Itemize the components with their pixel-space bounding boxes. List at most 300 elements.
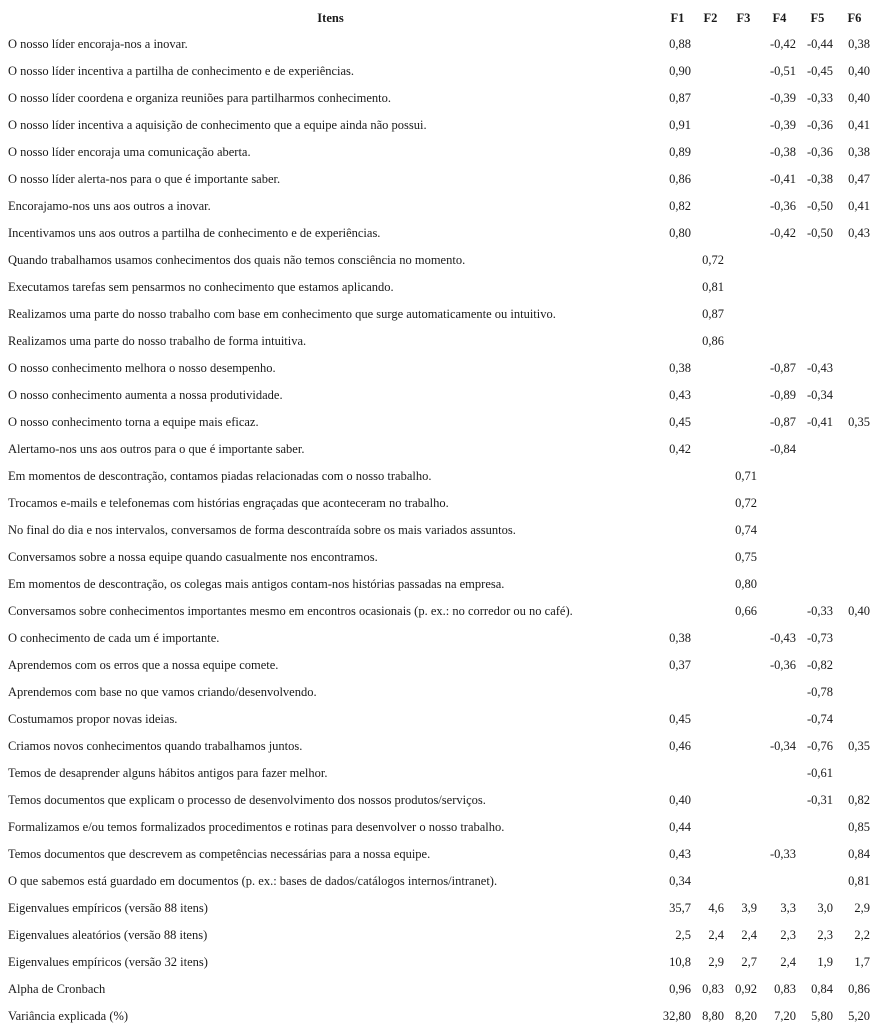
loading-f3 [727, 328, 760, 355]
loading-f5 [799, 301, 836, 328]
loading-f6 [836, 652, 873, 679]
item-label: Conversamos sobre a nossa equipe quando casualmente nos encontramos. [8, 550, 378, 564]
loading-f4: -0,33 [769, 847, 796, 861]
loading-f2 [694, 220, 727, 247]
loading-f3 [727, 247, 760, 274]
table-row [0, 652, 873, 679]
loading-f1: 0,46 [669, 739, 691, 753]
loading-f6: 0,41 [848, 199, 870, 213]
loading-f6 [836, 625, 873, 652]
item-label: Trocamos e-mails e telefonemas com histórias engraçadas que aconteceram no trabalho. [8, 496, 449, 510]
loading-f3: 0,92 [735, 982, 757, 996]
loading-f2 [694, 112, 727, 139]
loading-f6 [836, 490, 873, 517]
loading-f4: 0,83 [774, 982, 796, 996]
loading-f5: 0,84 [811, 982, 833, 996]
table-row [0, 382, 873, 409]
table-row [0, 787, 873, 814]
loading-f4: -0,42 [769, 37, 796, 51]
loading-f1: 0,44 [669, 820, 691, 834]
loading-f4 [760, 598, 799, 625]
loading-f3 [727, 814, 760, 841]
table-row [0, 976, 873, 1003]
loading-f1: 0,88 [669, 37, 691, 51]
loading-f1: 0,45 [669, 415, 691, 429]
loading-f6 [836, 571, 873, 598]
loading-f2 [694, 652, 727, 679]
loading-f2 [694, 544, 727, 571]
table-row [0, 463, 873, 490]
loading-f5: -0,33 [806, 604, 833, 618]
loading-f1 [661, 571, 694, 598]
table-row [0, 868, 873, 895]
table-row [0, 409, 873, 436]
loading-f5 [799, 571, 836, 598]
loading-f3 [727, 436, 760, 463]
loading-f6: 0,41 [848, 118, 870, 132]
loading-f4: -0,87 [769, 415, 796, 429]
loading-f4: -0,43 [769, 631, 796, 645]
loading-f5: -0,50 [806, 226, 833, 240]
table-row [0, 814, 873, 841]
loading-f5: -0,82 [806, 658, 833, 672]
loading-f6 [836, 706, 873, 733]
loading-f5: 2,3 [817, 928, 833, 942]
loading-f2 [694, 679, 727, 706]
loading-f3: 2,4 [741, 928, 757, 942]
loading-f6: 0,86 [848, 982, 870, 996]
loading-f5 [799, 274, 836, 301]
loading-f4: -0,51 [769, 64, 796, 78]
table-row [0, 436, 873, 463]
loading-f3: 0,66 [735, 604, 757, 618]
item-label: Encorajamo-nos uns aos outros a inovar. [8, 199, 211, 213]
loading-f4: -0,84 [769, 442, 796, 456]
loading-f2: 0,81 [702, 280, 724, 294]
loading-f5: -0,61 [806, 766, 833, 780]
loading-f2 [694, 841, 727, 868]
loading-f3: 3,9 [741, 901, 757, 915]
loading-f5 [799, 463, 836, 490]
loading-f1 [661, 598, 694, 625]
table-row [0, 166, 873, 193]
loading-f2: 8,80 [702, 1009, 724, 1023]
table-row [0, 679, 873, 706]
loading-f4 [760, 517, 799, 544]
loading-f5: -0,73 [806, 631, 833, 645]
loading-f1: 0,43 [669, 847, 691, 861]
table-row [0, 139, 873, 166]
loading-f5: 1,9 [817, 955, 833, 969]
loading-f5: -0,43 [806, 361, 833, 375]
loading-f4: -0,41 [769, 172, 796, 186]
loading-f1: 0,96 [669, 982, 691, 996]
loading-f1 [661, 463, 694, 490]
table-row [0, 193, 873, 220]
loading-f2 [694, 571, 727, 598]
loading-f6 [836, 544, 873, 571]
header-f5: F5 [810, 11, 825, 25]
loading-f4 [760, 760, 799, 787]
loading-f5: -0,34 [806, 388, 833, 402]
loading-f1: 0,91 [669, 118, 691, 132]
loading-f5: -0,74 [806, 712, 833, 726]
table-row [0, 760, 873, 787]
item-label: O nosso líder encoraja-nos a inovar. [8, 37, 188, 51]
table-row [0, 1003, 873, 1030]
loading-f5: -0,50 [806, 199, 833, 213]
table-row [0, 841, 873, 868]
loading-f1: 0,37 [669, 658, 691, 672]
item-label: Em momentos de descontração, contamos piadas relacionadas com o nosso trabalho. [8, 469, 432, 483]
loading-f4 [760, 463, 799, 490]
loading-f2: 0,83 [702, 982, 724, 996]
loading-f2 [694, 355, 727, 382]
loading-f2: 2,9 [708, 955, 724, 969]
loading-f1: 0,90 [669, 64, 691, 78]
loading-f2 [694, 733, 727, 760]
loading-f3 [727, 760, 760, 787]
loading-f1 [661, 679, 694, 706]
loading-f6: 5,20 [848, 1009, 870, 1023]
loading-f2 [694, 409, 727, 436]
loading-f4: 7,20 [774, 1009, 796, 1023]
item-label: O nosso conhecimento torna a equipe mais eficaz. [8, 415, 259, 429]
loading-f4: -0,39 [769, 118, 796, 132]
loading-f6: 0,47 [848, 172, 870, 186]
item-label: Formalizamos e/ou temos formalizados procedimentos e rotinas para desenvolver o nosso trabalho. [8, 820, 505, 834]
table-row [0, 490, 873, 517]
loading-f2: 0,86 [702, 334, 724, 348]
loading-f4 [760, 544, 799, 571]
table-row [0, 58, 873, 85]
loading-f1: 32,80 [662, 1009, 691, 1023]
table-row [0, 517, 873, 544]
loading-f4 [760, 814, 799, 841]
loading-f6 [836, 301, 873, 328]
loading-f4: -0,36 [769, 199, 796, 213]
loading-f6: 0,38 [848, 145, 870, 159]
loading-f6 [836, 382, 873, 409]
loading-f1: 0,86 [669, 172, 691, 186]
loading-f4 [760, 706, 799, 733]
loading-f4: -0,36 [769, 658, 796, 672]
table-row [0, 706, 873, 733]
loading-f6 [836, 328, 873, 355]
loading-f3 [727, 409, 760, 436]
loading-f1: 2,5 [675, 928, 691, 942]
loading-f1 [661, 490, 694, 517]
item-label: Temos documentos que descrevem as competências necessárias para a nossa equipe. [8, 847, 431, 861]
loading-f6: 0,40 [848, 604, 870, 618]
header-row [0, 5, 873, 31]
loading-f1: 0,43 [669, 388, 691, 402]
loading-f5 [799, 841, 836, 868]
loading-f3 [727, 868, 760, 895]
loading-f2 [694, 598, 727, 625]
loading-f6: 0,40 [848, 91, 870, 105]
loading-f4: -0,38 [769, 145, 796, 159]
loading-f2 [694, 625, 727, 652]
loading-f3 [727, 625, 760, 652]
loading-f2 [694, 706, 727, 733]
loading-f6: 0,84 [848, 847, 870, 861]
loading-f1: 0,38 [669, 361, 691, 375]
loading-f6: 0,35 [848, 739, 870, 753]
loading-f1 [661, 517, 694, 544]
table-row [0, 85, 873, 112]
factor-loadings-table [0, 5, 873, 1030]
loading-f2 [694, 58, 727, 85]
loading-f2 [694, 193, 727, 220]
loading-f1 [661, 247, 694, 274]
loading-f1: 0,38 [669, 631, 691, 645]
item-label: Temos documentos que explicam o processo de desenvolvimento dos nossos produtos/serviços. [8, 793, 486, 807]
loading-f3 [727, 274, 760, 301]
loading-f1: 0,89 [669, 145, 691, 159]
table-row [0, 922, 873, 949]
header-f6: F6 [847, 11, 862, 25]
loading-f5: -0,41 [806, 415, 833, 429]
item-label: Costumamos propor novas ideias. [8, 712, 178, 726]
loading-f4: -0,34 [769, 739, 796, 753]
loading-f4 [760, 868, 799, 895]
table-row [0, 328, 873, 355]
loading-f6 [836, 760, 873, 787]
loading-f1: 0,82 [669, 199, 691, 213]
item-label: O conhecimento de cada um é importante. [8, 631, 220, 645]
loading-f5 [799, 490, 836, 517]
item-label: O nosso líder encoraja uma comunicação aberta. [8, 145, 251, 159]
item-label: O nosso líder incentiva a partilha de conhecimento e de experiências. [8, 64, 355, 78]
loading-f5: -0,76 [806, 739, 833, 753]
loading-f5 [799, 868, 836, 895]
loading-f5: -0,44 [806, 37, 833, 51]
loading-f5: -0,31 [806, 793, 833, 807]
loading-f3 [727, 382, 760, 409]
loading-f1 [661, 274, 694, 301]
header-f3: F3 [736, 11, 751, 25]
loading-f2 [694, 760, 727, 787]
loading-f6: 1,7 [854, 955, 870, 969]
loading-f3 [727, 193, 760, 220]
loading-f3 [727, 139, 760, 166]
table-row [0, 571, 873, 598]
loading-f3 [727, 652, 760, 679]
table-row [0, 247, 873, 274]
loading-f6: 0,82 [848, 793, 870, 807]
loading-f2: 2,4 [708, 928, 724, 942]
table-row [0, 112, 873, 139]
item-label: Criamos novos conhecimentos quando trabalhamos juntos. [8, 739, 303, 753]
loading-f4 [760, 328, 799, 355]
loading-f6 [836, 517, 873, 544]
loading-f1: 0,34 [669, 874, 691, 888]
loading-f5 [799, 247, 836, 274]
table-row [0, 31, 873, 58]
loading-f4 [760, 247, 799, 274]
loading-f4 [760, 301, 799, 328]
item-label: Quando trabalhamos usamos conhecimentos dos quais não temos consciência no momento. [8, 253, 466, 267]
loading-f1: 0,40 [669, 793, 691, 807]
loading-f6 [836, 679, 873, 706]
table-row [0, 274, 873, 301]
loading-f3 [727, 679, 760, 706]
loading-f5 [799, 328, 836, 355]
loading-f1 [661, 328, 694, 355]
loading-f3: 0,74 [735, 523, 757, 537]
item-label: Realizamos uma parte do nosso trabalho de forma intuitiva. [8, 334, 307, 348]
loading-f3 [727, 787, 760, 814]
loading-f2 [694, 490, 727, 517]
loading-f4: 2,4 [780, 955, 796, 969]
table-row [0, 301, 873, 328]
loading-f3 [727, 733, 760, 760]
loading-f6: 0,85 [848, 820, 870, 834]
loading-f2: 0,72 [702, 253, 724, 267]
item-label: O nosso líder coordena e organiza reuniões para partilharmos conhecimento. [8, 91, 391, 105]
loading-f5: -0,78 [806, 685, 833, 699]
loading-f5: -0,45 [806, 64, 833, 78]
loading-f4: -0,89 [769, 388, 796, 402]
loading-f6 [836, 463, 873, 490]
item-label: O que sabemos está guardado em documentos (p. ex.: bases de dados/catálogos internos/intranet). [8, 874, 498, 888]
loading-f6: 0,40 [848, 64, 870, 78]
table-row [0, 625, 873, 652]
loading-f2 [694, 517, 727, 544]
loading-f5 [799, 517, 836, 544]
loading-f4 [760, 679, 799, 706]
loading-f1: 10,8 [669, 955, 691, 969]
loading-f1 [661, 760, 694, 787]
item-label: Executamos tarefas sem pensarmos no conhecimento que estamos aplicando. [8, 280, 394, 294]
header-itens: Itens [317, 11, 344, 25]
table-body [0, 31, 873, 1030]
loading-f5: 5,80 [811, 1009, 833, 1023]
loading-f1: 35,7 [669, 901, 691, 915]
loading-f6 [836, 436, 873, 463]
table-row [0, 733, 873, 760]
loading-f6 [836, 247, 873, 274]
loading-f6 [836, 274, 873, 301]
item-label: O nosso conhecimento aumenta a nossa produtividade. [8, 388, 283, 402]
loading-f2 [694, 868, 727, 895]
header-f1: F1 [670, 11, 685, 25]
item-label: Alertamo-nos uns aos outros para o que é importante saber. [8, 442, 305, 456]
loading-f4: -0,42 [769, 226, 796, 240]
loading-f1: 0,80 [669, 226, 691, 240]
item-label: Variância explicada (%) [8, 1009, 129, 1023]
loading-f1: 0,87 [669, 91, 691, 105]
loading-f5: -0,36 [806, 145, 833, 159]
loading-f5: 3,0 [817, 901, 833, 915]
loading-f2 [694, 463, 727, 490]
item-label: Aprendemos com os erros que a nossa equipe comete. [8, 658, 279, 672]
loading-f6: 0,81 [848, 874, 870, 888]
loading-f1: 0,45 [669, 712, 691, 726]
loading-f3 [727, 355, 760, 382]
loading-f1 [661, 301, 694, 328]
loading-f3: 0,75 [735, 550, 757, 564]
loading-f5 [799, 814, 836, 841]
table-row [0, 220, 873, 247]
loading-f4 [760, 274, 799, 301]
loading-f6: 2,9 [854, 901, 870, 915]
loading-f3: 0,71 [735, 469, 757, 483]
item-label: Eigenvalues aleatórios (versão 88 itens) [8, 928, 208, 942]
table-row [0, 355, 873, 382]
item-label: Aprendemos com base no que vamos criando/desenvolvendo. [8, 685, 317, 699]
loading-f3 [727, 706, 760, 733]
loading-f6: 0,35 [848, 415, 870, 429]
loading-f4: 2,3 [780, 928, 796, 942]
loading-f3 [727, 841, 760, 868]
item-label: Conversamos sobre conhecimentos importantes mesmo em encontros ocasionais (p. ex.: no corredor ou no café). [8, 604, 573, 618]
loading-f4: -0,39 [769, 91, 796, 105]
item-label: Eigenvalues empíricos (versão 32 itens) [8, 955, 208, 969]
item-label: Em momentos de descontração, os colegas mais antigos contam-nos histórias passadas na empresa. [8, 577, 505, 591]
item-label: Eigenvalues empíricos (versão 88 itens) [8, 901, 208, 915]
loading-f6: 2,2 [854, 928, 870, 942]
loading-f5 [799, 436, 836, 463]
loading-f4 [760, 571, 799, 598]
item-label: Realizamos uma parte do nosso trabalho com base em conhecimento que surge automaticamente ou intuitivo. [8, 307, 556, 321]
loading-f3: 0,72 [735, 496, 757, 510]
loading-f2 [694, 814, 727, 841]
loading-f6 [836, 355, 873, 382]
loading-f2: 0,87 [702, 307, 724, 321]
loading-f2 [694, 31, 727, 58]
loading-f4 [760, 787, 799, 814]
header-f2: F2 [703, 11, 718, 25]
item-label: Incentivamos uns aos outros a partilha de conhecimento e de experiências. [8, 226, 381, 240]
item-label: O nosso líder alerta-nos para o que é importante saber. [8, 172, 281, 186]
loading-f2 [694, 85, 727, 112]
loading-f3 [727, 220, 760, 247]
loading-f5: -0,36 [806, 118, 833, 132]
loading-f1 [661, 544, 694, 571]
loading-f5 [799, 544, 836, 571]
item-label: O nosso conhecimento melhora o nosso desempenho. [8, 361, 276, 375]
item-label: Temos de desaprender alguns hábitos antigos para fazer melhor. [8, 766, 328, 780]
loading-f3: 2,7 [741, 955, 757, 969]
header-f4: F4 [772, 11, 787, 25]
loading-f2 [694, 166, 727, 193]
loading-f4: 3,3 [780, 901, 796, 915]
loading-f3 [727, 85, 760, 112]
loading-f1: 0,42 [669, 442, 691, 456]
item-label: Alpha de Cronbach [8, 982, 106, 996]
loading-f5: -0,33 [806, 91, 833, 105]
loading-f3: 8,20 [735, 1009, 757, 1023]
loading-f2 [694, 139, 727, 166]
loading-f3 [727, 301, 760, 328]
loading-f3 [727, 112, 760, 139]
loading-f3 [727, 166, 760, 193]
table-row [0, 895, 873, 922]
loading-f2: 4,6 [708, 901, 724, 915]
loading-f2 [694, 787, 727, 814]
loading-f2 [694, 382, 727, 409]
loading-f5: -0,38 [806, 172, 833, 186]
item-label: O nosso líder incentiva a aquisição de conhecimento que a equipe ainda não possui. [8, 118, 427, 132]
loading-f3: 0,80 [735, 577, 757, 591]
loading-f3 [727, 31, 760, 58]
item-label: No final do dia e nos intervalos, conversamos de forma descontraída sobre os mais variados assuntos. [8, 523, 516, 537]
table-row [0, 544, 873, 571]
loading-f6: 0,38 [848, 37, 870, 51]
loading-f4 [760, 490, 799, 517]
